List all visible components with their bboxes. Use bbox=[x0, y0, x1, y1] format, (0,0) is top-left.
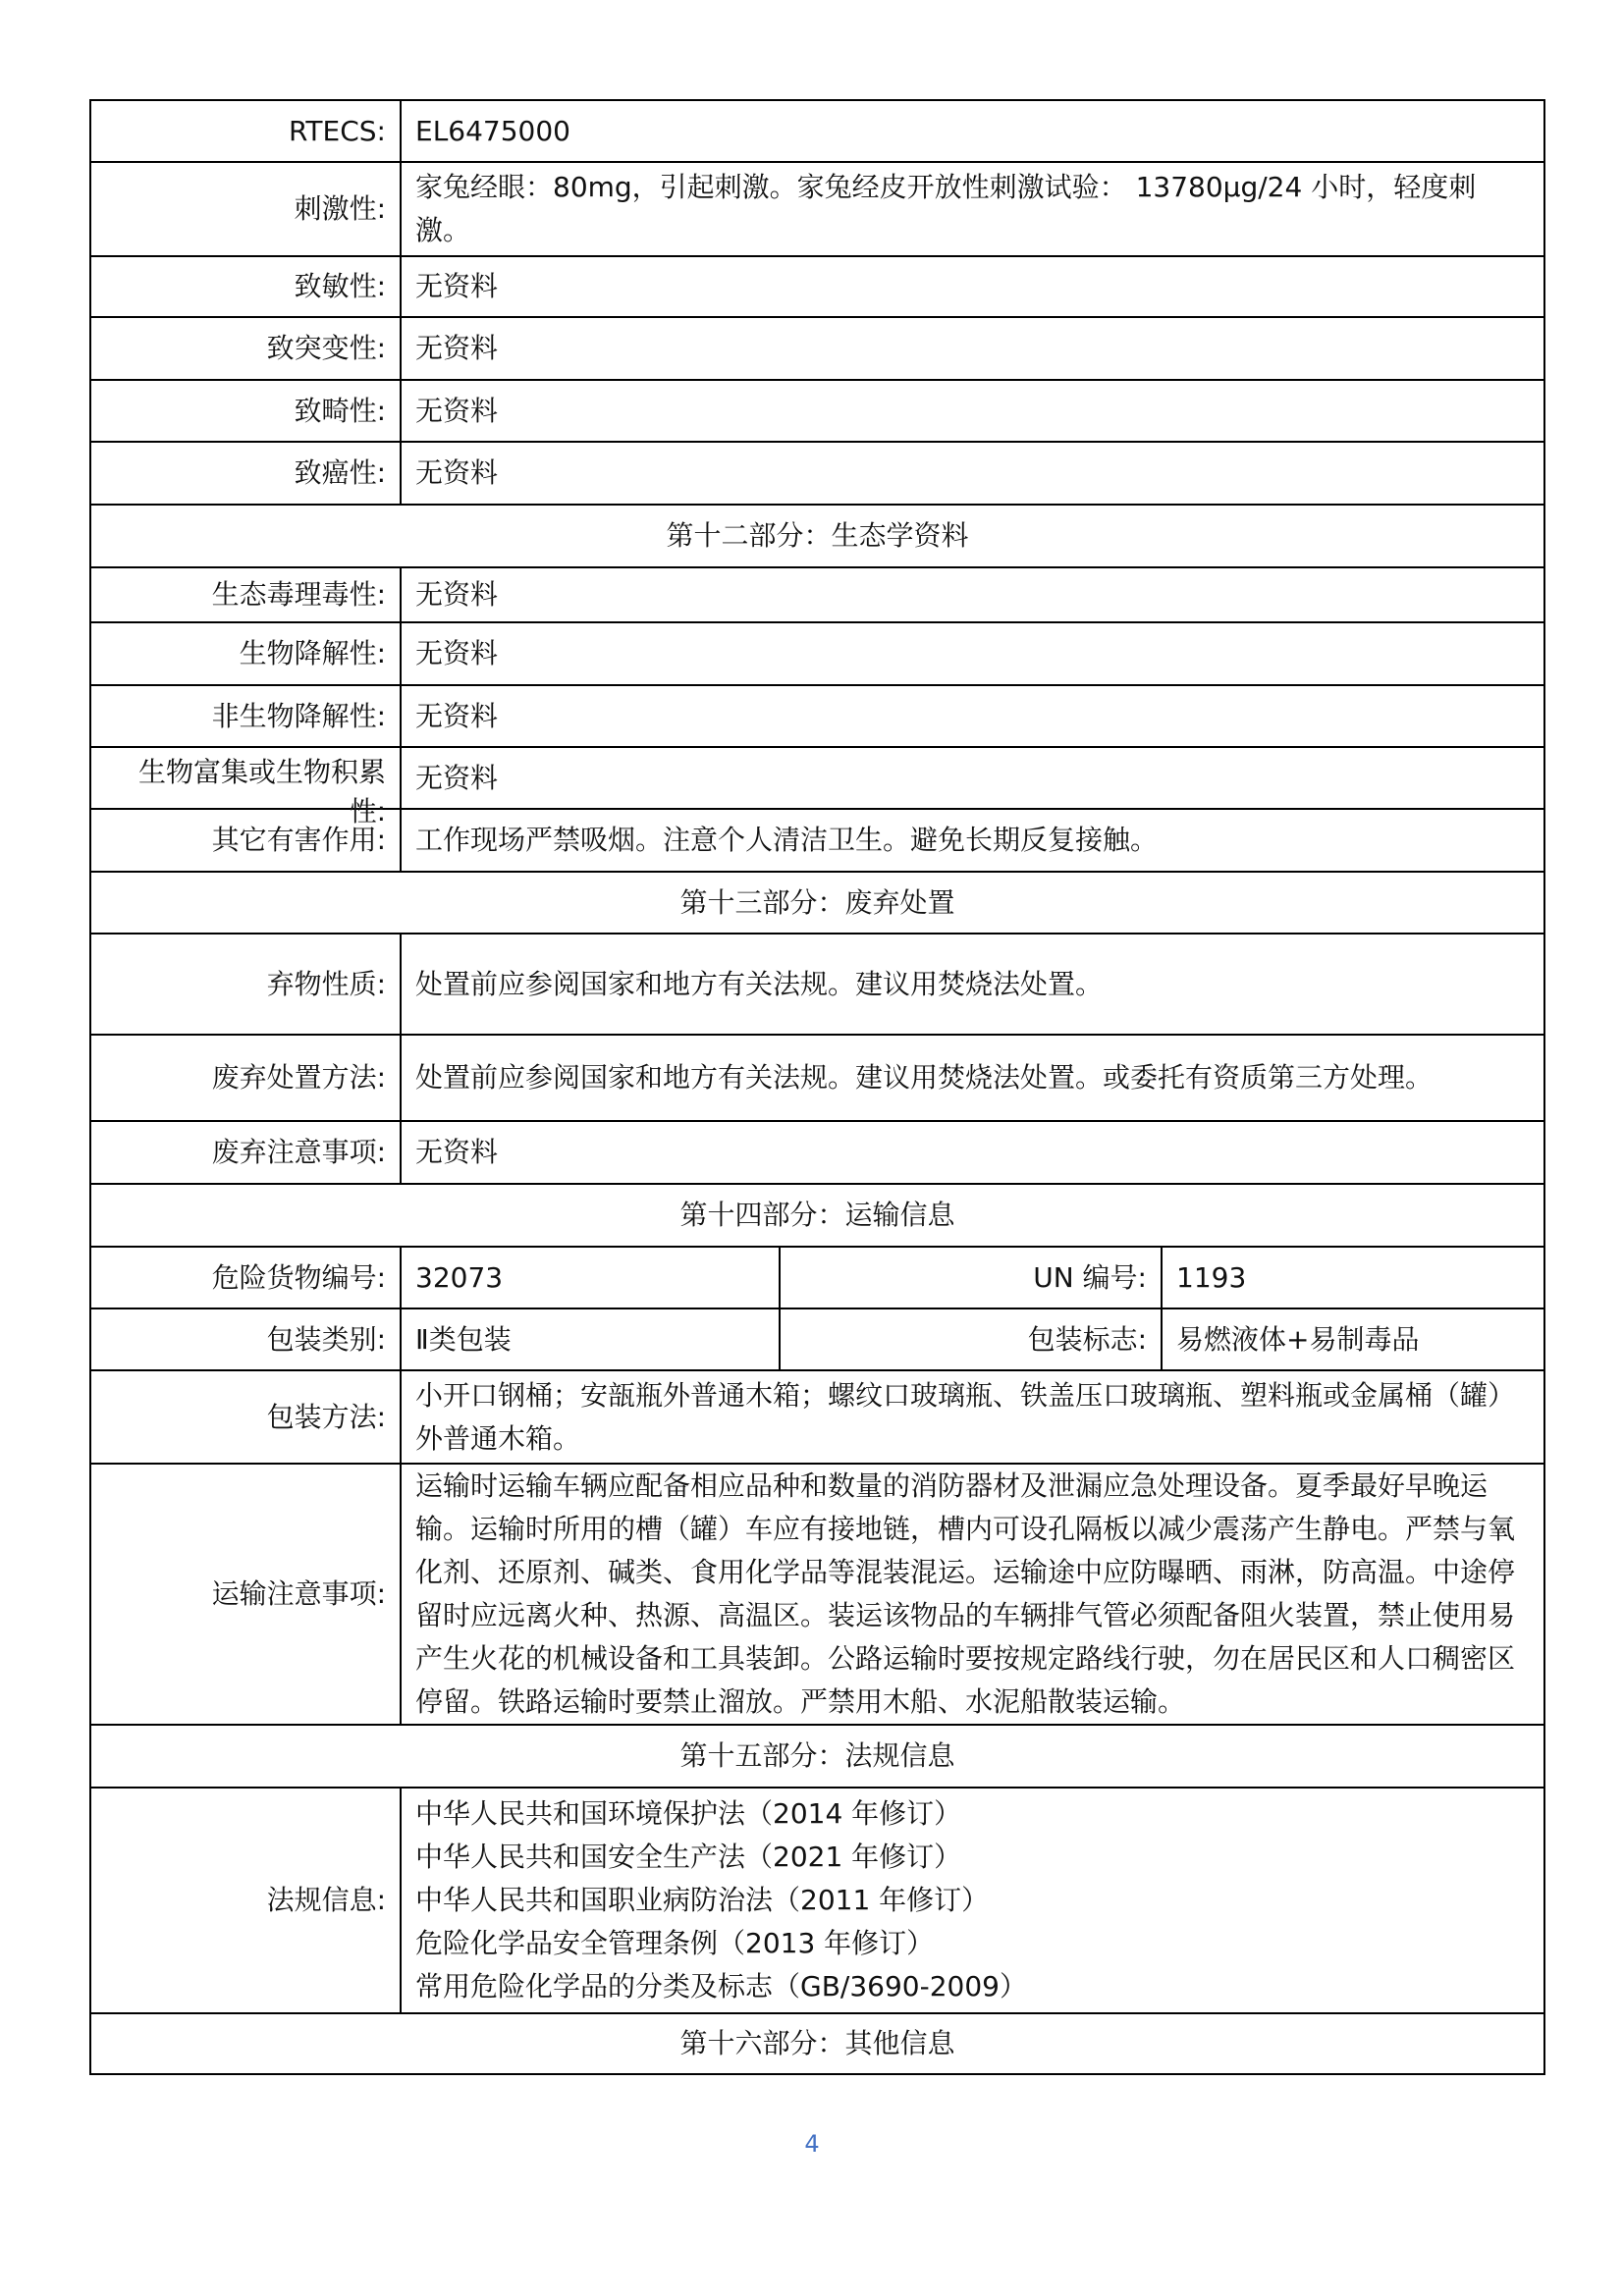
table-row bbox=[90, 256, 1544, 317]
table-row bbox=[90, 685, 1544, 747]
table-row bbox=[90, 1464, 1544, 1725]
section-header-row bbox=[90, 1184, 1544, 1247]
transport-notes-label: 运输注意事项: bbox=[90, 1464, 401, 1725]
abiotic-degradability-label: 非生物降解性: bbox=[90, 685, 401, 747]
page-number: 4 bbox=[804, 2130, 820, 2158]
ecotoxicity-value: 无资料 bbox=[401, 567, 1544, 622]
table-row bbox=[90, 162, 1544, 256]
regulation-item: 中华人民共和国环境保护法（2014 年修订） bbox=[415, 1797, 962, 1830]
dangerous-goods-no-label: 危险货物编号: bbox=[90, 1247, 401, 1308]
ecotoxicity-label: 生态毒理毒性: bbox=[90, 567, 401, 622]
table-row bbox=[90, 747, 1544, 809]
carcinogenicity-value: 无资料 bbox=[401, 442, 1544, 505]
disposal-method-label: 废弃处置方法: bbox=[90, 1035, 401, 1121]
other-effects-label: 其它有害作用: bbox=[90, 809, 401, 872]
regulations-list bbox=[401, 1788, 1544, 2013]
section-header-row bbox=[90, 872, 1544, 934]
biodegradability-value: 无资料 bbox=[401, 622, 1544, 685]
sensitization-label: 致敏性: bbox=[90, 256, 401, 317]
un-no-label: UN 编号: bbox=[780, 1247, 1162, 1308]
regulations-label: 法规信息: bbox=[90, 1788, 401, 2013]
rtecs-value: EL6475000 bbox=[401, 100, 1544, 162]
table-row bbox=[90, 1788, 1544, 2013]
mutagenicity-label: 致突变性: bbox=[90, 317, 401, 380]
irritation-label: 刺激性: bbox=[90, 162, 401, 256]
irritation-value: 家兔经眼：80mg，引起刺激。家兔经皮开放性刺激试验： 13780μg/24 小时，轻度刺激。 bbox=[401, 162, 1544, 256]
other-effects-value: 工作现场严禁吸烟。注意个人清洁卫生。避免长期反复接触。 bbox=[401, 809, 1544, 872]
teratogenicity-label: 致畸性: bbox=[90, 380, 401, 442]
section-13-heading: 第十三部分：废弃处置 bbox=[90, 872, 1544, 934]
section-header-row bbox=[90, 505, 1544, 567]
packing-group-label: 包装类别: bbox=[90, 1308, 401, 1370]
table-row bbox=[90, 1308, 1544, 1370]
table-row bbox=[90, 567, 1544, 622]
waste-nature-label: 弃物性质: bbox=[90, 934, 401, 1035]
section-header-row bbox=[90, 2013, 1544, 2074]
table-row bbox=[90, 934, 1544, 1035]
bioaccumulation-label bbox=[90, 747, 401, 828]
sds-table bbox=[89, 99, 1545, 2075]
waste-nature-value: 处置前应参阅国家和地方有关法规。建议用焚烧法处置。 bbox=[401, 934, 1544, 1035]
packing-group-value: Ⅱ类包装 bbox=[401, 1308, 780, 1370]
table-row bbox=[90, 622, 1544, 685]
table-row bbox=[90, 380, 1544, 442]
table-row bbox=[90, 100, 1544, 162]
carcinogenicity-label: 致癌性: bbox=[90, 442, 401, 505]
section-15-heading: 第十五部分：法规信息 bbox=[90, 1725, 1544, 1788]
section-header-row bbox=[90, 1725, 1544, 1788]
table-row bbox=[90, 809, 1544, 872]
bioaccumulation-value: 无资料 bbox=[401, 747, 1544, 809]
packing-method-value: 小开口钢桶；安瓿瓶外普通木箱；螺纹口玻璃瓶、铁盖压口玻璃瓶、塑料瓶或金属桶（罐）外普通木箱。 bbox=[401, 1370, 1544, 1464]
transport-notes-value: 运输时运输车辆应配备相应品种和数量的消防器材及泄漏应急处理设备。夏季最好早晚运输。运输时所用的槽（罐）车应有接地链，槽内可设孔隔板以减少震荡产生静电。严禁与氧化剂、还原剂、碱类、食用化学品等混装混运。运输途中应防曝晒、雨淋，防高温。中途停留时应远离火种、热源、高温区。装运该物品的车辆排气管必须配备阻火装置，禁止使用易产生火花的机械设备和工具装卸。公路运输时要按规定路线行驶，勿在居民区和人口稠密区停留。铁路运输时要禁止溜放。严禁用木船、水泥船散装运输。 bbox=[401, 1464, 1544, 1725]
sensitization-value: 无资料 bbox=[401, 256, 1544, 317]
section-14-heading: 第十四部分：运输信息 bbox=[90, 1184, 1544, 1247]
disposal-notes-value: 无资料 bbox=[401, 1121, 1544, 1184]
packing-mark-label: 包装标志: bbox=[780, 1308, 1162, 1370]
regulation-item: 常用危险化学品的分类及标志（GB/3690-2009） bbox=[415, 1970, 1027, 2002]
regulation-item: 中华人民共和国职业病防治法（2011 年修订） bbox=[415, 1884, 990, 1916]
un-no-value: 1193 bbox=[1162, 1247, 1544, 1308]
regulation-item: 中华人民共和国安全生产法（2021 年修订） bbox=[415, 1841, 962, 1873]
packing-mark-value: 易燃液体+易制毒品 bbox=[1162, 1308, 1544, 1370]
table-row bbox=[90, 1035, 1544, 1121]
regulation-item: 危险化学品安全管理条例（2013 年修订） bbox=[415, 1927, 935, 1959]
section-16-heading: 第十六部分：其他信息 bbox=[90, 2013, 1544, 2074]
packing-method-label: 包装方法: bbox=[90, 1370, 401, 1464]
section-12-heading: 第十二部分：生态学资料 bbox=[90, 505, 1544, 567]
dangerous-goods-no-value: 32073 bbox=[401, 1247, 780, 1308]
table-row bbox=[90, 1247, 1544, 1308]
rtecs-label: RTECS: bbox=[90, 100, 401, 162]
teratogenicity-value: 无资料 bbox=[401, 380, 1544, 442]
bioaccumulation-label-text: 生物富集或生物积累性: bbox=[137, 755, 386, 828]
biodegradability-label: 生物降解性: bbox=[90, 622, 401, 685]
abiotic-degradability-value: 无资料 bbox=[401, 685, 1544, 747]
disposal-method-value: 处置前应参阅国家和地方有关法规。建议用焚烧法处置。或委托有资质第三方处理。 bbox=[401, 1035, 1544, 1121]
table-row bbox=[90, 317, 1544, 380]
mutagenicity-value: 无资料 bbox=[401, 317, 1544, 380]
table-row bbox=[90, 1370, 1544, 1464]
disposal-notes-label: 废弃注意事项: bbox=[90, 1121, 401, 1184]
table-row bbox=[90, 1121, 1544, 1184]
table-row bbox=[90, 442, 1544, 505]
